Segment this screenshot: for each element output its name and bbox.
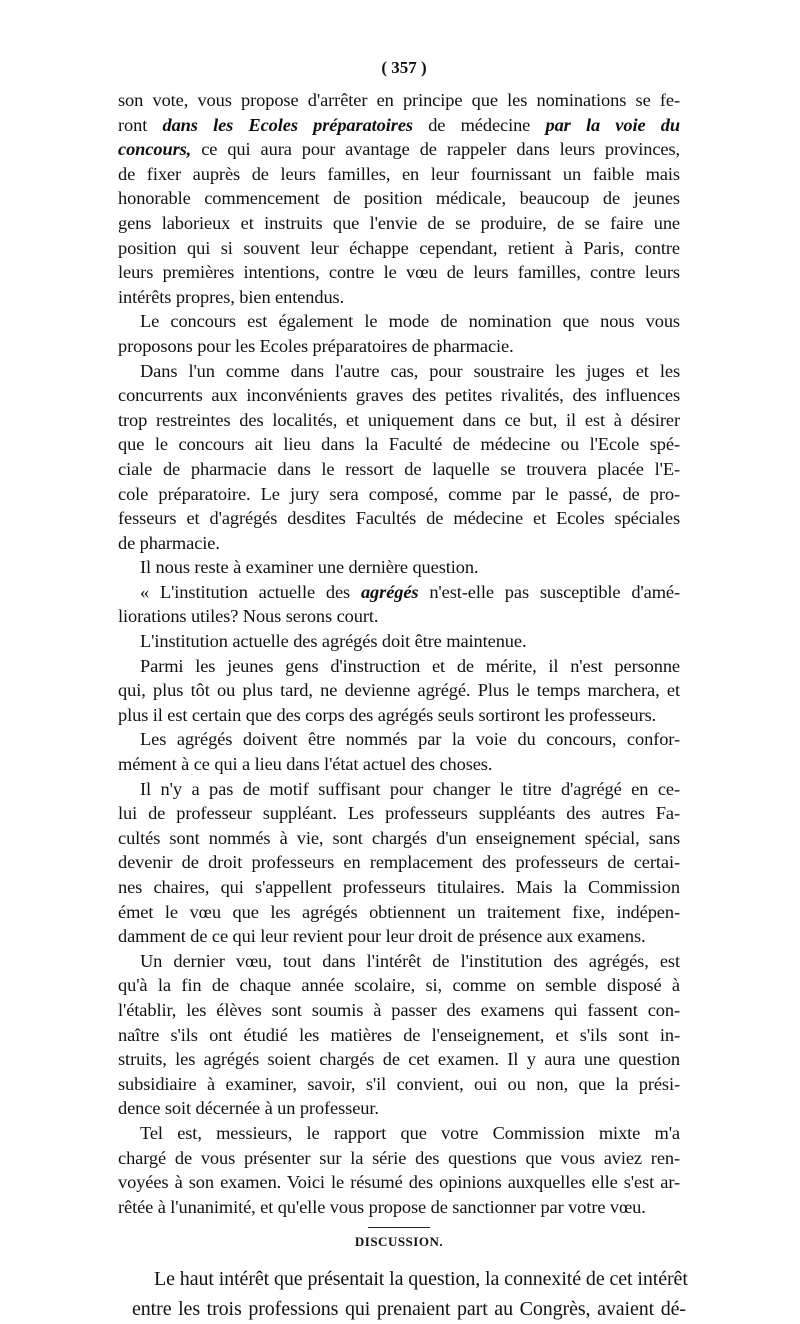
text-line xyxy=(118,678,680,703)
text-segment: de fixer auprès de leurs familles, en leur fournissant un faible mais xyxy=(118,163,680,184)
text-segment: n'est-elle pas susceptible d'amé- xyxy=(418,581,680,602)
text-segment: ce qui aura pour avantage de rappeler dans leurs provinces, xyxy=(191,139,680,160)
text-segment: que le concours ait lieu dans la Faculté de médecine ou l'Ecole spé- xyxy=(118,434,680,455)
text-segment: Un dernier vœu, tout dans l'intérêt de l'institution des agrégés, est xyxy=(140,950,680,971)
text-segment: proposons pour les Ecoles préparatoires de pharmacie. xyxy=(118,335,514,356)
emphasis-text: concours, xyxy=(118,139,192,160)
text-segment: nes chaires, qui s'appellent professeurs titulaires. Mais la Commission xyxy=(118,877,680,897)
text-line xyxy=(118,998,680,1023)
text-segment: Il nous reste à examiner une dernière question. xyxy=(140,557,479,578)
text-segment: liorations utiles? Nous serons court. xyxy=(118,606,379,627)
paragraph xyxy=(118,88,680,309)
text-line xyxy=(118,88,680,113)
text-line xyxy=(118,900,680,925)
text-segment: gens laborieux et instruits que l'envie de se produire, de se faire une xyxy=(118,212,680,233)
text-segment: cole préparatoire. Le jury sera composé, comme par le passé, de pro- xyxy=(118,483,680,504)
text-line xyxy=(118,1023,680,1048)
text-line xyxy=(118,924,680,949)
text-line xyxy=(118,1121,680,1146)
paragraph xyxy=(118,359,680,556)
text-segment: intérêts propres, bien entendus. xyxy=(118,286,345,307)
paragraph xyxy=(118,1121,680,1219)
text-line xyxy=(118,949,680,974)
text-line xyxy=(118,1170,680,1195)
text-line xyxy=(118,629,680,654)
text-line xyxy=(118,973,680,998)
text-segment: qu'à la fin de chaque année scolaire, si, comme on semble disposé à xyxy=(118,975,680,996)
text-segment: dence soit décernée à un professeur. xyxy=(118,1098,379,1119)
text-line xyxy=(118,555,680,580)
text-line xyxy=(118,850,680,875)
text-segment: Les agrégés doivent être nommés par la voie du concours, confor- xyxy=(140,729,680,750)
text-line xyxy=(118,309,680,334)
paragraph xyxy=(118,949,680,1121)
text-line xyxy=(118,580,680,605)
text-segment: trop restreintes des localités, et uniquement dans ce but, il est à désirer xyxy=(118,409,680,430)
text-segment: plus il est certain que des corps des agrégés seuls sortiront les professeurs. xyxy=(118,704,657,725)
text-line xyxy=(118,727,680,752)
text-line xyxy=(118,506,680,531)
text-segment: Dans l'un comme dans l'autre cas, pour soustraire les juges et les xyxy=(140,360,680,381)
text-line xyxy=(118,260,680,285)
discussion-text xyxy=(132,1264,686,1324)
text-segment: Le concours est également le mode de nomination que nous vous xyxy=(140,311,680,332)
text-segment: subsidiaire à examiner, savoir, s'il convient, oui ou non, que la prési- xyxy=(118,1073,680,1094)
text-line xyxy=(118,1047,680,1072)
text-line xyxy=(118,482,680,507)
text-segment: fesseurs et d'agrégés desdites Facultés de médecine et Ecoles spéciales xyxy=(118,508,680,529)
text-line xyxy=(118,137,680,162)
emphasis-text: agrégés xyxy=(360,581,419,602)
text-line xyxy=(118,752,680,777)
text-line xyxy=(118,1195,680,1220)
text-segment: de pharmacie. xyxy=(118,532,220,553)
text-line xyxy=(118,654,680,679)
text-line xyxy=(118,801,680,826)
text-segment: de médecine xyxy=(412,114,546,135)
text-line xyxy=(118,162,680,187)
text-segment: concurrents aux inconvénients graves des petites rivalités, des influences xyxy=(118,385,680,406)
discussion-line: Le haut intérêt que présentait la question, la connexité de cet intérêt xyxy=(154,1268,688,1291)
text-segment: chargé de vous présenter sur la série des questions que vous aviez ren- xyxy=(118,1147,680,1168)
text-segment: l'établir, les élèves sont soumis à passer des examens qui fassent con- xyxy=(118,999,680,1020)
text-line xyxy=(118,408,680,433)
paragraph xyxy=(118,555,680,580)
section-title: DISCUSSION. xyxy=(354,1234,444,1250)
discussion-line: entre les trois professions qui prenaient part au Congrès, avaient dé- xyxy=(132,1298,686,1321)
emphasis-text: par la voie du xyxy=(545,114,680,135)
text-line xyxy=(118,875,680,900)
text-line xyxy=(118,113,680,138)
text-segment: damment de ce qui leur revient pour leur droit de présence aux examens. xyxy=(118,926,646,947)
paragraph xyxy=(118,727,680,776)
text-segment: voyées à son examen. Voici le résumé des opinions auxquelles elle s'est ar- xyxy=(118,1172,680,1193)
text-segment: naître s'ils ont étudié les matières de l'enseignement, et s'ils sont in- xyxy=(118,1024,680,1045)
text-segment: Il n'y a pas de motif suffisant pour changer le titre d'agrégé en ce- xyxy=(140,778,680,799)
text-line xyxy=(118,1072,680,1097)
text-line xyxy=(118,432,680,457)
text-segment: émet le vœu que les agrégés obtiennent un traitement fixe, indépen- xyxy=(118,901,680,922)
text-line xyxy=(118,1096,680,1121)
text-segment: devenir de droit professeurs en remplacement des professeurs de certai- xyxy=(118,852,680,873)
text-segment: struits, les agrégés soient chargés de cet examen. Il y aura une question xyxy=(118,1049,680,1070)
paragraph xyxy=(118,309,680,358)
text-segment: qui, plus tôt ou plus tard, ne devienne agrégé. Plus le temps marchera, et xyxy=(118,680,680,701)
text-segment: lui de professeur suppléant. Les professeurs suppléants des autres Fa- xyxy=(118,803,680,824)
report-body xyxy=(118,88,680,1219)
text-line xyxy=(118,186,680,211)
text-segment: ciale de pharmacie dans le ressort de laquelle se trouvera placée l'E- xyxy=(118,458,680,479)
text-line xyxy=(118,604,680,629)
text-line xyxy=(118,236,680,261)
text-line xyxy=(118,1146,680,1171)
text-segment: « L'institution actuelle des xyxy=(140,581,361,602)
text-segment: cultés sont nommés à vie, sont chargés d'un enseignement spécial, sans xyxy=(118,827,680,848)
paragraph xyxy=(118,777,680,949)
emphasis-text: dans les Ecoles préparatoires xyxy=(162,114,413,135)
text-line xyxy=(118,703,680,728)
text-segment: son vote, vous propose d'arrêter en principe que les nominations se fe- xyxy=(118,90,680,110)
page xyxy=(118,58,688,1324)
text-line xyxy=(118,211,680,236)
text-line xyxy=(118,359,680,384)
text-line xyxy=(118,285,680,310)
text-segment: L'institution actuelle des agrégés doit être maintenue. xyxy=(140,631,527,652)
text-segment: mément à ce qui a lieu dans l'état actuel des choses. xyxy=(118,754,493,775)
text-line xyxy=(118,457,680,482)
text-segment: rêtée à l'unanimité, et qu'elle vous propose de sanctionner par votre vœu. xyxy=(118,1196,646,1217)
text-line xyxy=(118,383,680,408)
paragraph xyxy=(118,629,680,654)
text-segment: honorable commencement de position médicale, beaucoup de jeunes xyxy=(118,188,680,209)
paragraph xyxy=(118,654,680,728)
text-segment: Tel est, messieurs, le rapport que votre Commission mixte m'a xyxy=(140,1122,680,1143)
text-line xyxy=(118,334,680,359)
text-segment: ront xyxy=(118,114,163,135)
section-divider xyxy=(368,1227,430,1228)
text-segment: leurs premières intentions, contre le vœu de leurs familles, contre leurs xyxy=(118,262,680,283)
text-segment: position qui si souvent leur échappe cependant, retient à Paris, contre xyxy=(118,237,680,258)
text-line xyxy=(118,826,680,851)
page-number: ( 357 ) xyxy=(381,58,427,77)
text-segment: Parmi les jeunes gens d'instruction et de mérite, il n'est personne xyxy=(140,655,680,676)
text-line xyxy=(118,777,680,802)
paragraph xyxy=(118,580,680,629)
text-line xyxy=(118,531,680,556)
